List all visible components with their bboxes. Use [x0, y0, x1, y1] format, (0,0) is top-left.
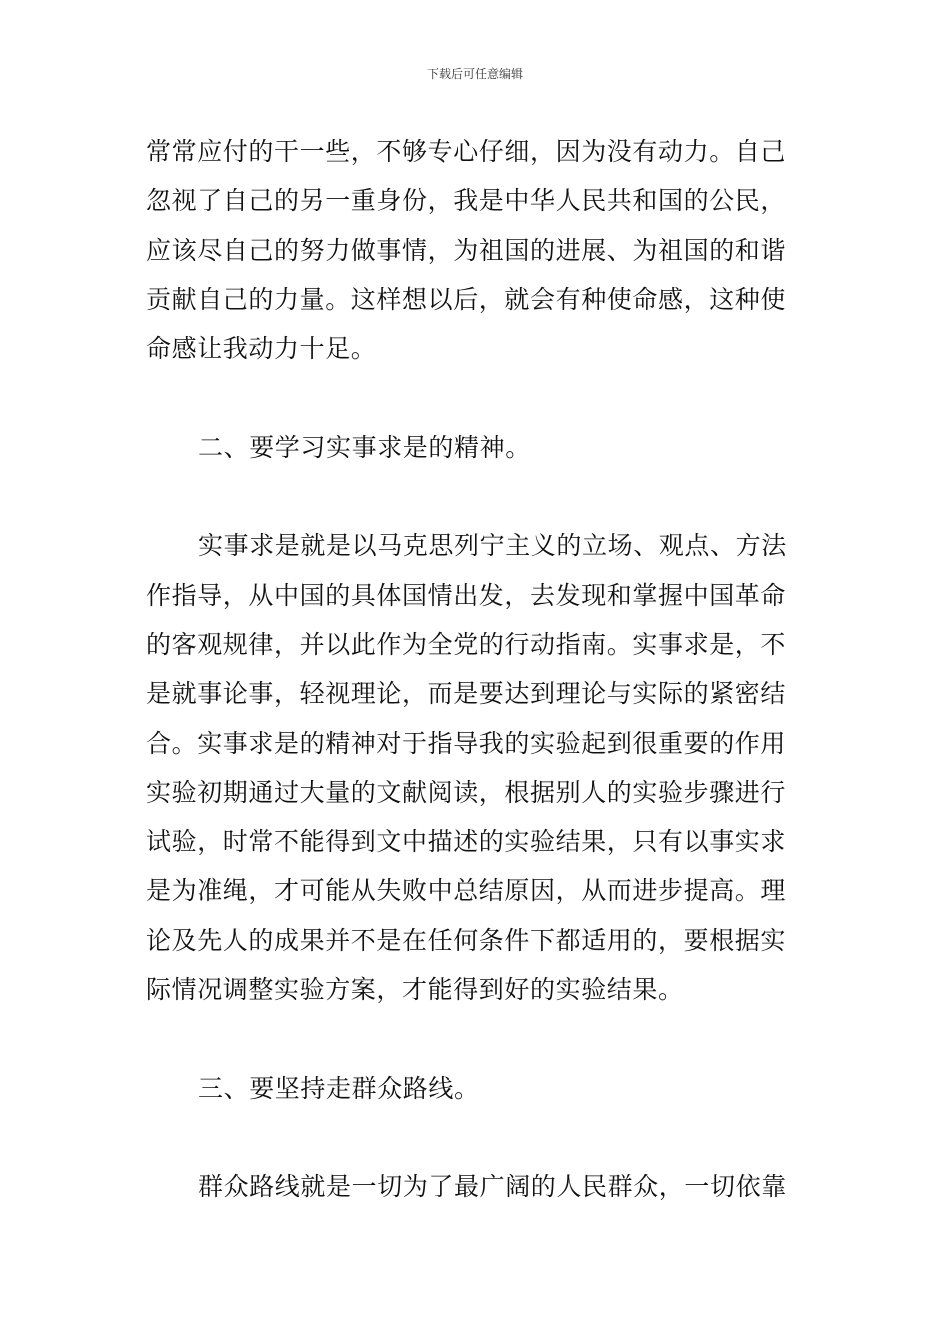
text-line: 是就事论事，轻视理论，而是要达到理论与实际的紧密结 [146, 679, 787, 709]
paragraph-gap [146, 472, 808, 521]
text-line: 应该尽自己的努力做事情，为祖国的进展、为祖国的和谐 [146, 235, 787, 265]
section-heading-2 [146, 423, 808, 472]
heading-text: 二、要学习实事求是的精神。 [198, 432, 531, 462]
text-line: 合。实事求是的精神对于指导我的实验起到很重要的作用 [146, 728, 787, 758]
text-line: 实事求是就是以马克思列宁主义的立场、观点、方法 [198, 531, 787, 561]
paragraph-gap [146, 1014, 808, 1063]
text-line: 际情况调整实验方案，才能得到好的实验结果。 [146, 975, 684, 1005]
text-line: 作指导，从中国的具体国情出发，去发现和掌握中国革命 [146, 580, 787, 610]
paragraph-gap [146, 1113, 808, 1162]
page-header: 下载后可任意编辑 [426, 67, 523, 81]
heading-text: 三、要坚持走群众路线。 [198, 1073, 480, 1103]
text-line: 的客观规律，并以此作为全党的行动指南。实事求是，不 [146, 629, 787, 659]
text-line: 试验，时常不能得到文中描述的实验结果，只有以事实求 [146, 827, 787, 857]
text-line: 论及先人的成果并不是在任何条件下都适用的，要根据实 [146, 925, 787, 955]
text-line: 是为准绳，才可能从失败中总结原因，从而进步提高。理 [146, 876, 787, 906]
text-line: 命感让我动力十足。 [146, 334, 377, 364]
text-line: 贡献自己的力量。这样想以后，就会有种使命感，这种使 [146, 284, 787, 314]
text-line: 群众路线就是一切为了最广阔的人民群众，一切依靠 [198, 1172, 787, 1202]
paragraph-seek-truth [146, 521, 808, 1014]
paragraph-continuation [146, 127, 808, 373]
text-line: 常常应付的干一些，不够专心仔细，因为没有动力。自己 [146, 137, 787, 166]
paragraph-gap [146, 373, 808, 422]
text-line: 实验初期通过大量的文献阅读，根据别人的实验步骤进行 [146, 777, 787, 807]
section-heading-3 [146, 1064, 808, 1113]
paragraph-mass-line [146, 1162, 808, 1211]
document-body [146, 127, 808, 1212]
text-line: 忽视了自己的另一重身份，我是中华人民共和国的公民， [146, 186, 787, 216]
